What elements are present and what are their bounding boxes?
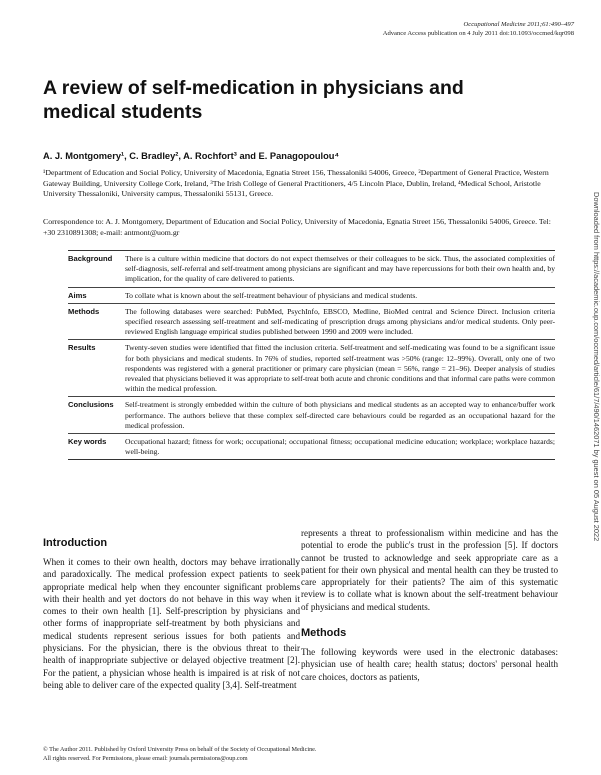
right-column — [301, 527, 558, 683]
abstract-row-keywords — [68, 433, 555, 459]
methods-heading: Methods — [301, 627, 347, 640]
abstract-label: Conclusions — [68, 400, 114, 410]
abstract-label: Results — [68, 343, 96, 353]
abstract-text: Twenty-seven studies were identified that fitted the inclusion criteria. Self-treatment and self-medicating was found to be a significant issue for both physicians and medical students. In 76% of studies, reported self-treatment was >50% (range: 12–99%). Overall, only one of two respondents was registered with a general practitioner or primary care physician (mean = 56%, range = 21–96). Deeper analysis of studies revealed that physicians believed it was appropriate to self-treat both acute and chronic conditions and that informal care paths were common within the medical profession. — [125, 343, 555, 394]
abstract-text: The following databases were searched: PubMed, PsychInfo, EBSCO, Medline, BioMed central and Science Direct. Inclusion criteria specified research assessing self-treatment and self-medicating of prescription drugs among physicians and/or medical students. Only peer-reviewed English language empirical studies published between 1990 and 2009 were included. — [125, 306, 555, 337]
journal-citation: Occupational Medicine 2011;61:490–497 — [463, 21, 574, 28]
correspondence: Correspondence to: A. J. Montgomery, Department of Education and Social Policy, University of Macedonia, Egnatia Street 156, Thessaloniki 54006, Greece. Tel: +30 2310891308; e-mail: antmont@uom.gr — [43, 217, 551, 237]
abstract-row-conclusions — [68, 396, 555, 433]
author-list: A. J. Montgomery¹, C. Bradley², A. Rochfort³ and E. Panagopoulou⁴ — [43, 151, 340, 161]
download-watermark: Downloaded from https://academic.oup.com/occmed/article/61/7/490/1462071 by guest on 05 August 2022 — [592, 192, 601, 542]
abstract-row-results — [68, 339, 555, 396]
copyright-line: © The Author 2011. Published by Oxford University Press on behalf of the Society of Occupational Medicine. — [43, 746, 317, 753]
left-column — [43, 536, 300, 691]
abstract-label: Key words — [68, 437, 107, 447]
introduction-heading: Introduction — [43, 537, 108, 549]
abstract-row-methods — [68, 303, 555, 340]
abstract-row-aims — [68, 287, 555, 303]
article-title: A review of self-medication in physicians and medical students — [43, 77, 464, 123]
abstract-label: Methods — [68, 306, 100, 316]
introduction-continued-paragraph: represents a threat to professionalism within medicine and has the potential to erode the public's trust in the profession [5]. If doctors cannot be trusted to acknowledge and seek appropriate care as a patient for their own physical and mental health can they be trusted to care appropriately for their patients? The aim of this systematic review is to collate what is known about the self-treatment behaviour of physicians and medical students. — [301, 528, 558, 612]
abstract-text: Occupational hazard; fitness for work; occupational; occupational fitness; occupational medicine education; workplace; workplace hazards; well-being. — [125, 437, 555, 457]
abstract-text: There is a culture within medicine that doctors do not expect themselves or their colleagues to be sick. Thus, the associated complexities of self-diagnosis, self-referral and self-treatment among physicians are significant and may have repercussions for both their own health and, by implication, for the quality of care delivered to patients. — [125, 254, 555, 284]
methods-paragraph: The following keywords were used in the electronic databases: physician use of health care; health status; doctors' personal health care choices, doctors as patients, — [301, 647, 558, 682]
introduction-paragraph: When it comes to their own health, doctors may behave irrationally and paradoxically. The medical profession expect patients to seek appropriate medical help when they encounter significant problems with their health and yet doctors do not behave in this way when it comes to their own health [1]. Self-prescription by physicians and other forms of inappropriate self-treatment by both physicians and medical students represent serious issues for both patients and physicians. For the physician, there is the obvious threat to their health of inappropriate subjective or delayed objective treatment [2]. For the patient, a physician whose health is impaired is at risk of not being able to deliver care of the expected quality [3,4]. Self-treatment — [43, 557, 300, 690]
abstract-row-background — [68, 251, 555, 287]
abstract-label: Background — [68, 254, 113, 263]
access-line: Advance Access publication on 4 July 2011 doi:10.1093/occmed/kqr098 — [382, 30, 574, 37]
permissions-line: All rights reserved. For Permissions, please email: journals.permissions@oup.com — [43, 754, 248, 762]
abstract-text: Self-treatment is strongly embedded within the culture of both physicians and medical students as an accepted way to enhance/buffer work performance. The authors believe that these complex self-directed care behaviours could be regarded as an occupational hazard for the medical profession. — [125, 400, 555, 430]
copyright-footer — [43, 746, 316, 763]
abstract-text: To collate what is known about the self-treatment behaviour of physicians and medical students. — [125, 290, 418, 300]
abstract-box — [68, 250, 555, 460]
running-header — [383, 20, 574, 38]
affiliations: ¹Department of Education and Social Policy, University of Macedonia, Egnatia Street 156, Thessaloniki 54006, Greece, ²Department of General Practice, Western Gateway Building, University College Cork, Ireland, ³The Irish College of General Practitioners, 4/5 Lincoln Place, Dublin, Ireland, ⁴Medical School, Aristotle University Thessaloniki, University campus, Thessaloniki 55131, Greece. — [43, 168, 549, 199]
abstract-label: Aims — [68, 290, 87, 300]
